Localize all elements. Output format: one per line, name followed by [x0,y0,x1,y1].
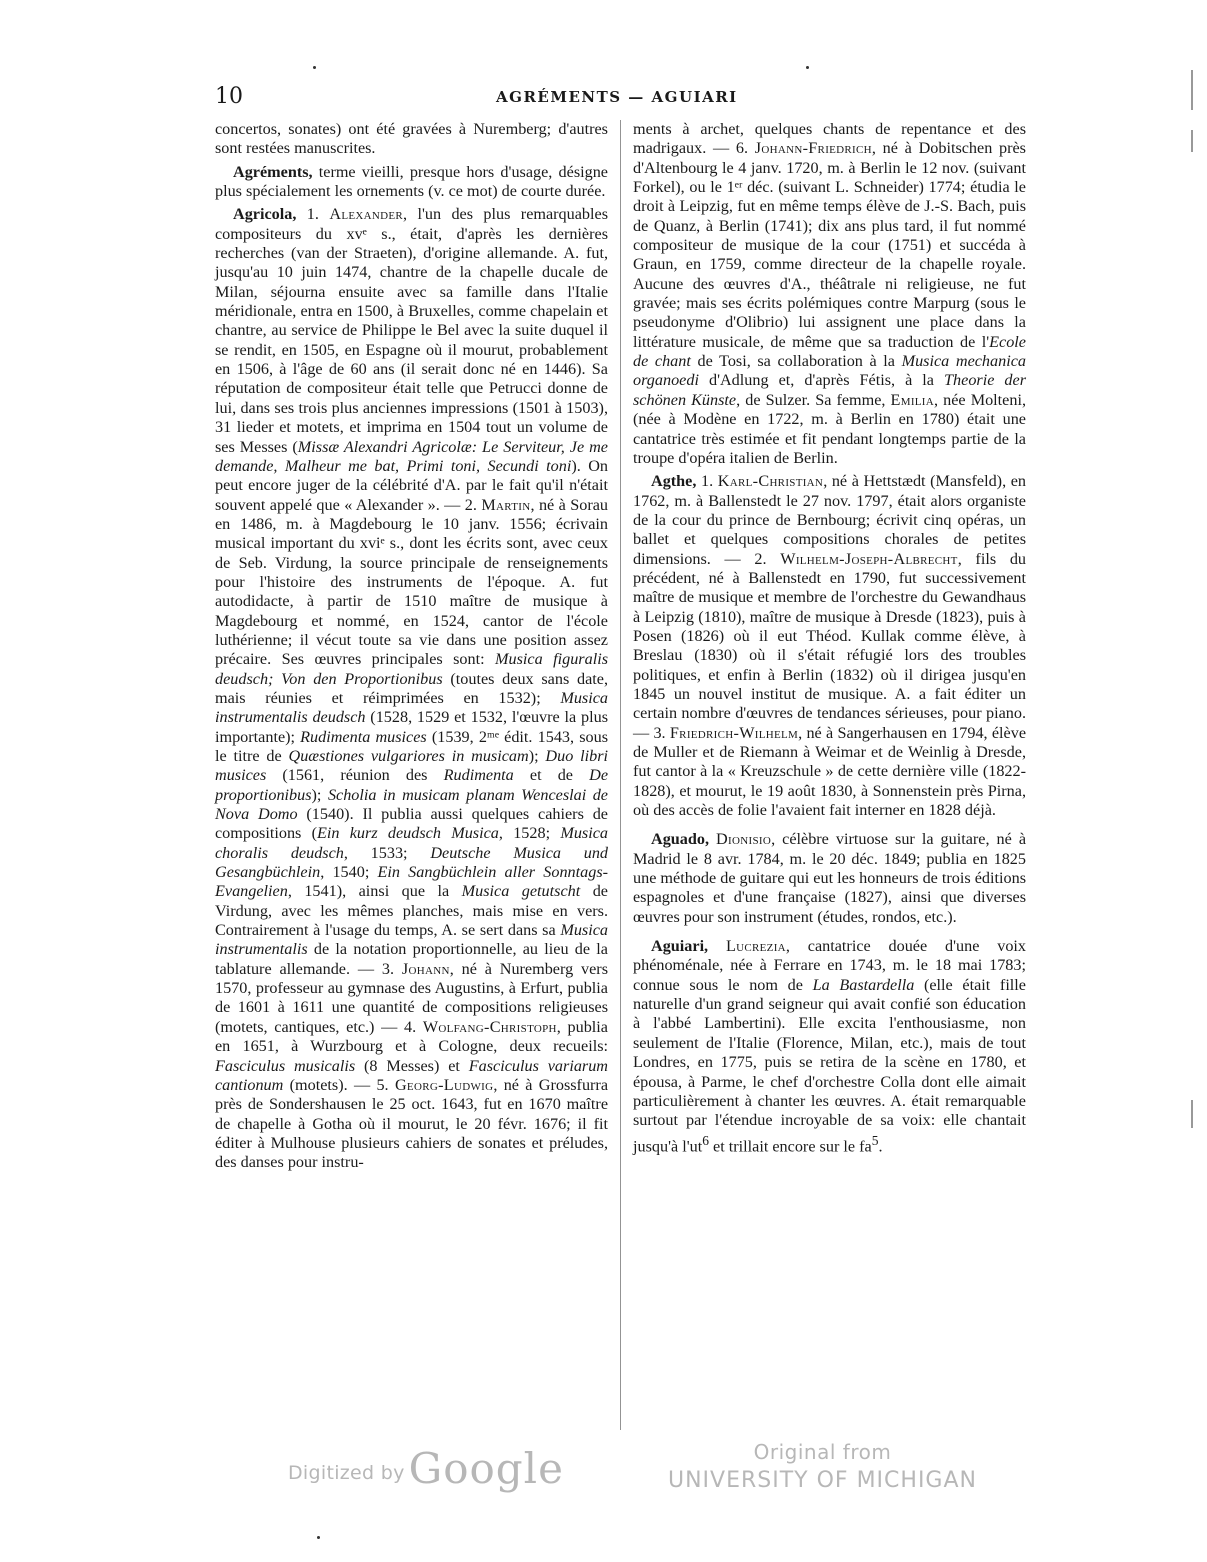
entry-aguiari [633,937,1026,1156]
running-head: AGRÉMENTS — AGUIARI [496,88,738,106]
entry-text: , 1528; [498,824,561,843]
entry-text: (1540). Il publia aussi quelques cahiers de compositions ( [215,805,608,843]
scan-speck [313,66,316,69]
work-title: Musica mechanica organoedi [633,352,1026,390]
entry-text: . [878,1136,883,1155]
work-title: Theorie der schönen Künste [633,371,1026,409]
work-title: La Bastardella [812,975,915,994]
person-name: Alexander [329,205,403,224]
google-logo: Google [408,1444,564,1493]
work-title: Duo libri musices [215,747,609,785]
entry-agthe [633,472,1026,820]
person-name: Lucrezia [725,937,786,956]
original-from-watermark [668,1440,977,1493]
scan-speck [317,1536,320,1539]
entry-text: , 1541), ainsi que la [287,882,462,901]
person-name: Wilhelm-Joseph-Albrecht [780,549,958,568]
person-name: Wolfang-Christoph [422,1017,557,1036]
column-divider [620,120,621,1430]
institution-label: UNIVERSITY OF MICHIGAN [668,1468,977,1493]
entry-text: ); [528,747,546,765]
entry-text: (1539, 2ᵐᵉ édit. 1543, sous le titre de [215,727,608,765]
entry-text: (toutes deux sans date, mais réunies et réimprimées en 1532); [215,669,608,707]
entry-text: , né à Sorau en 1486, m. à Magdebourg le 10 janv. 1556; écrivain musical important du xviᵉ s., dont les écrits sont, avec ceux de Seb. Virdung, la source principale de renseignements pour l'histoire des instruments de l'époque. A. fut autodidacte, à partir de 1510 maître de musique à Magdebourg et nommé, en 1524, cantor de l'école luthérienne; il vécut toute sa vie dans une position assez précaire. Ses œuvres principales sont: [215,495,608,669]
entry-text: , né à Sangerhausen en 1794, élève de Muller et de Riemann à Weimar et de Weinlig à Dresde, fut cantor à la « Kreuzschule » de cette dernière ville (1822-1828), et mourut, le 19 août 1830, à Sonnenstein près Pirna, où des accès de folie l'avaient fait interner en 1828 déjà. [633,723,1027,820]
work-title: Musica figuralis deudsch; Von den Proportionibus [215,650,608,688]
work-title: Musica getutscht [461,882,581,901]
work-title: Rudimenta musices [300,727,427,746]
person-name: Martin [481,495,531,514]
original-from-label: Original from [753,1440,892,1464]
entry-aguado [633,830,1026,927]
person-name: Georg-Ludwig [394,1075,494,1094]
entry-text: ments à archet, quelques chants de repentance et des madrigaux. — 6. [633,120,1026,158]
person-name: Emilia [890,390,935,409]
entry-text: (elle était fille naturelle d'un grand seigneur qui avait confié son éducation à l'abbé Lambertini). Elle excita l'enthousiasme, non seulement de l'Italie (Florence, Milan, etc.), mais de tout Londres, en 1775, puis se retira de la scène en 1780, et épousa, à Parme, le chef d'orchestre Colla dont elle aimait particulièrement à chanter les œuvres. A. était remarquable surtout par l'étendue incroyable de sa voix: elle chantait jusqu'à l'ut [633,975,1026,1155]
work-title: Deutsche Musica und Gesangbüchlein [215,843,609,882]
continued-paragraph [633,120,1026,468]
work-title: De proportionibus [215,766,608,804]
entry-agrements [215,163,608,202]
work-title: Fasciculus musicalis [215,1056,356,1075]
scan-speck [806,66,809,69]
entry-text: , 1533; [343,843,431,862]
person-name: Johann [401,959,450,978]
entry-text: 1. [296,205,330,224]
person-name: Friedrich-Wilhelm [669,723,799,742]
work-title: Musica instrumentalis deudsch [215,688,608,727]
entry-headword: Agthe, [651,472,697,491]
entry-text: d'Adlung et, d'après Fétis, à la [698,371,945,390]
entry-text: terme vieilli, presque hors d'usage, désigne plus spécialement les ornements (v. ce mot) de courte durée. [215,162,608,201]
digitized-by-label: Digitized by [288,1462,405,1484]
work-title: Rudimenta [443,766,514,785]
octave-superscript: 5 [871,1132,879,1148]
work-title: Fasciculus variarum cantionum [215,1056,608,1094]
page-edge-mark [1191,1100,1193,1128]
entry-text: , publia en 1651, à Wurzbourg et à Cologne, deux recueils: [215,1017,608,1056]
entry-text: , de Sulzer. Sa femme, [736,390,891,409]
entry-text: , fils du précédent, né à Ballenstedt en 1790, fut successivement maître de musique et membre de l'orchestre du Gewandhaus à Leipzig (1810), maître de musique à Dresde (1823), puis à Posen (1826) où il eut Théod. Kullak comme élève, à Breslau (1830) où il s'était réfugié lors des troubles politiques, et enfin à Berlin (1832) où il dirigea jusqu'en 1845 un nouvel institut de musique. A. a fait éditer un certain nombre d'œuvres de tendances sérieuses, pour piano. — 3. [633,549,1027,742]
entry-text: , célèbre virtuose sur la guitare, né à Madrid le 8 avr. 1784, m. le 20 déc. 1849; publia en 1825 une méthode de guitare qui eut les honneurs de trois éditions espagnoles et d'une française (1827), ainsi que diverses œuvres pour son instrument (études, rondos, etc.). [633,830,1026,926]
entry-text: , cantatrice douée d'une voix phénoménale, née à Ferrare en 1743, m. le 18 mai 1783; connue sous le nom de [633,937,1027,994]
entry-text: , né à Nuremberg vers 1570, professeur au gymnase des Augustins, à Erfurt, publia de 1601 à 1611 une quantité de compositions religieuses (motets, cantiques, etc.) — 4. [215,959,608,1036]
page-edge-mark [1191,130,1193,152]
work-title: Quæstiones vulgariores in musicam [288,747,529,765]
digitized-by-watermark [288,1444,564,1493]
entry-text: (1528, 1529 et 1532, l'œuvre la plus importante); [215,708,608,746]
entry-text: , né à Dobitschen près d'Altenbourg le 4 janv. 1720, m. à Berlin le 12 nov. (suivant Forkel), ou le 1ᵉʳ déc. (suivant L. Schneider) 1774; étudia le droit à Leipzig, fut en même temps élève de J.-S. Bach, puis de Quanz, à Berlin (1741); dix ans plus tard, il fut nommé compositeur de musique de la cour (1751) et succéda à Graun, en 1759, comme directeur de la chapelle royale. Aucune des œuvres d'A., théâtrale ni religieuse, ne fut gravée; mais ses écrits polémiques contre Marpurg (sous le pseudonyme d'Olibrio) lui assignent une place dans la littérature musicale, de même que sa traduction de l' [633,139,1026,351]
work-title: Missæ Alexandri Agricolæ: Le Serviteur, Je me demande, Malheur me bat, Primi toni, Secundi toni [215,437,608,475]
entry-headword: Aguiari, [651,937,709,956]
entry-text: de la notation proportionnelle, au lieu de la tablature allemande. — 3. [215,940,608,978]
entry-headword: Agricola, [233,205,297,224]
work-title: Ein kurz deudsch Musica [317,824,499,843]
entry-text: (motets). — 5. [283,1075,395,1094]
entry-text: , né à Hettstædt (Mansfeld), en 1762, m. à Ballenstedt le 27 nov. 1797, était alors organiste de la cour du prince de Bernbourg; écrivit cinq opéras, un ballet et quelques compositions chorales de petites dimensions. — 2. [633,472,1026,568]
work-title: Scholia in musicam planam Wenceslai de Nova Domo [215,785,608,824]
entry-text: , née Molteni, (née à Modène en 1722, m. à Berlin en 1780) était une cantatrice très estimée et fit pendant longtemps partie de la troupe d'opéra italien de Berlin. [633,390,1026,467]
entry-text: (8 Messes) et [355,1056,469,1075]
entry-headword: Aguado, [651,830,710,849]
entry-text: , né à Grossfurra près de Sondershausen le 25 oct. 1643, fut en 1670 maître de chapelle à Gotha où il mourut, le 20 févr. 1676; il fit éditer à Mulhouse plusieurs cahiers de sonates et préludes, des danses pour instru- [215,1075,609,1172]
person-name: Johann-Friedrich [754,139,872,158]
left-column [215,120,608,1177]
entry-text: et trillait encore sur le fa [708,1136,872,1155]
entry-text: ); [311,785,328,804]
entry-headword: Agréments, [233,162,313,181]
work-title: Musica choralis deudsch [215,824,608,862]
person-name: Karl-Christian [717,472,824,491]
person-name: Dionisio [716,830,772,849]
entry-text: (1561, réunion des [266,766,444,785]
continued-paragraph: concertos, sonates) ont été gravées à Nuremberg; d'autres sont restées manuscrites. [215,120,608,158]
page-number: 10 [215,84,243,109]
entry-text: 1. [696,472,718,491]
work-title: Musica instrumentalis [215,921,608,959]
work-title: Ecole de chant [633,332,1026,371]
entry-text: et de [513,766,590,785]
right-column [633,120,1026,1160]
entry-text: , l'un des plus remarquables compositeurs du xvᵉ s., était, d'après les dernières recherches (van der Straeten), d'origine allemande. A. fut, jusqu'au 10 juin 1474, chantre de la chapelle ducale de Milan, séjourna ensuite avec sa famille dans l'Italie méridionale, entra en 1500, à Bruxelles, comme chapelain et chantre, au service de Philippe le Bel avec la suite duquel il se rendit, en 1505, en Espagne où il mourut, probablement en 1506, à l'âge de 60 ans (il serait donc né en 1446). Sa réputation de compositeur était telle que Petrucci donne de lui, dans ses trois plus anciennes impressions (1501 à 1503), 31 lieder et motets, et imprima en 1504 tout un volume de ses Messes ( [215,205,608,456]
entry-text: ). On peut encore juger de la célébrité d'A. par le fait qu'il n'était souvent appelé que « Alexander ». — 2. [215,456,608,514]
entry-text: de Virdung, avec les mêmes planches, mais mise en vers. Contrairement à l'usage du temps, A. se sert dans sa [215,882,608,940]
work-title: Ein Sangbüchlein aller Sonntags-Evangelien [215,863,609,901]
entry-agricola [215,205,608,1172]
entry-text: , 1540; [320,863,378,882]
page-edge-mark [1191,70,1193,110]
octave-superscript: 6 [702,1132,709,1148]
entry-text: de Tosi, sa collaboration à la [690,352,902,371]
